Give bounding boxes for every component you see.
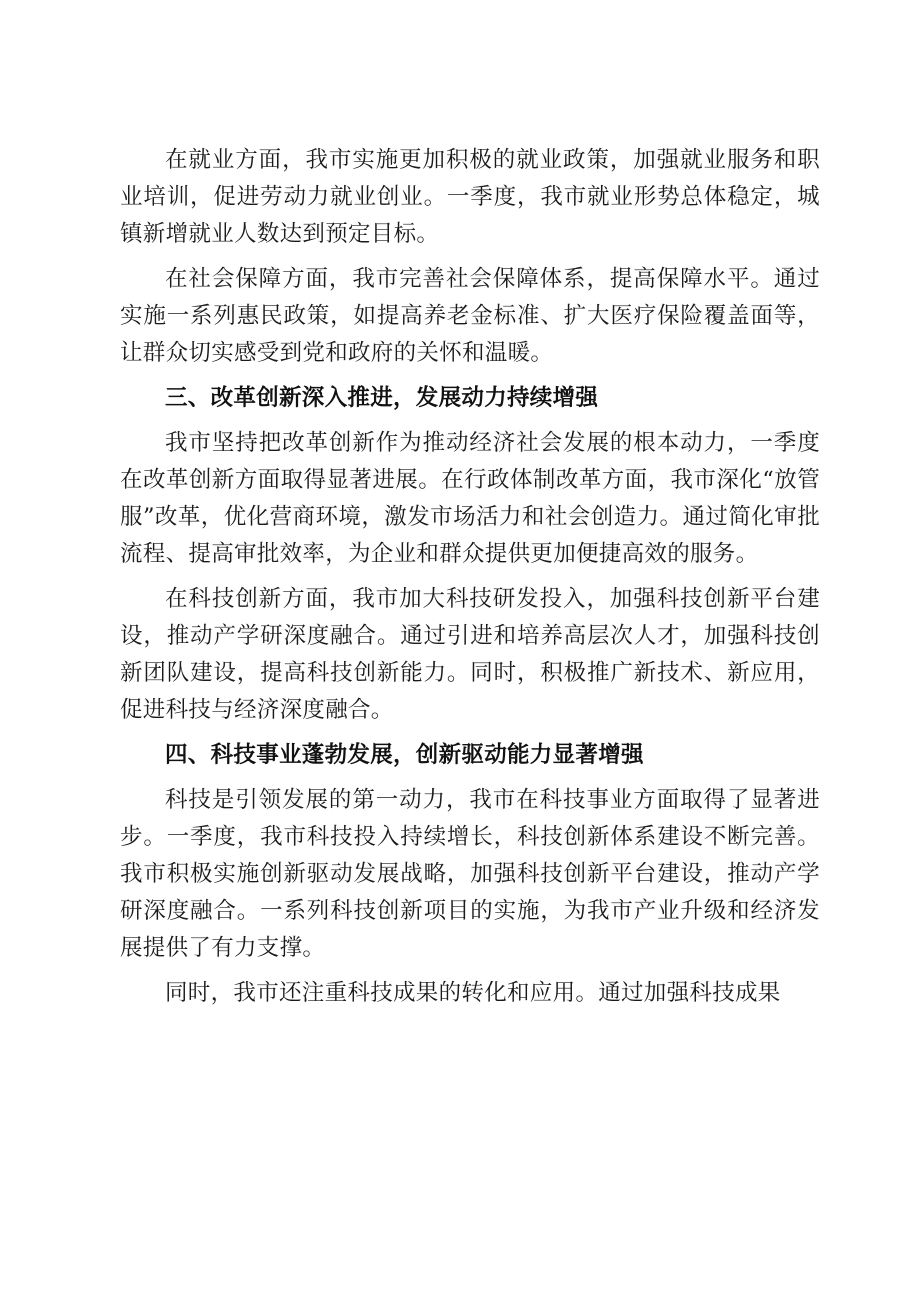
- paragraph-tech-innovation: 在科技创新方面，我市加大科技研发投入，加强科技创新平台建设，推动产学研深度融合。通过引进和培养高层次人才，加强科技创新团队建设，提高科技创新能力。同时，积极推广新技术、新应用，促进科技与经济深度融合。: [120, 586, 820, 723]
- section-heading-reform: 三、改革创新深入推进，发展动力持续增强: [165, 385, 599, 411]
- paragraph-reform: 我市坚持把改革创新作为推动经济社会发展的根本动力，一季度在改革创新方面取得显著进展。在行政体制改革方面，我市深化“放管服”改革，优化营商环境，激发市场活力和社会创造力。通过简化审批流程、提高审批效率，为企业和群众提供更加便捷高效的服务。: [120, 430, 820, 567]
- paragraph-employment: 在就业方面，我市实施更加积极的就业政策，加强就业服务和职业培训，促进劳动力就业创业。一季度，我市就业形势总体稳定，城镇新增就业人数达到预定目标。: [120, 147, 820, 247]
- section-heading-technology: 四、科技事业蓬勃发展，创新驱动能力显著增强: [165, 742, 644, 768]
- paragraph-technology: 科技是引领发展的第一动力，我市在科技事业方面取得了显著进步。一季度，我市科技投入持续增长，科技创新体系建设不断完善。我市积极实施创新驱动发展战略，加强科技创新平台建设，推动产学研深度融合。一系列科技创新项目的实施，为我市产业升级和经济发展提供了有力支撑。: [120, 787, 820, 961]
- document-body: [120, 142, 820, 1020]
- paragraph-tech-transfer: 同时，我市还注重科技成果的转化和应用。通过加强科技成果: [165, 980, 781, 1006]
- paragraph-social-security: 在社会保障方面，我市完善社会保障体系，提高保障水平。通过实施一系列惠民政策，如提高养老金标准、扩大医疗保险覆盖面等，让群众切实感受到党和政府的关怀和温暖。: [120, 266, 820, 366]
